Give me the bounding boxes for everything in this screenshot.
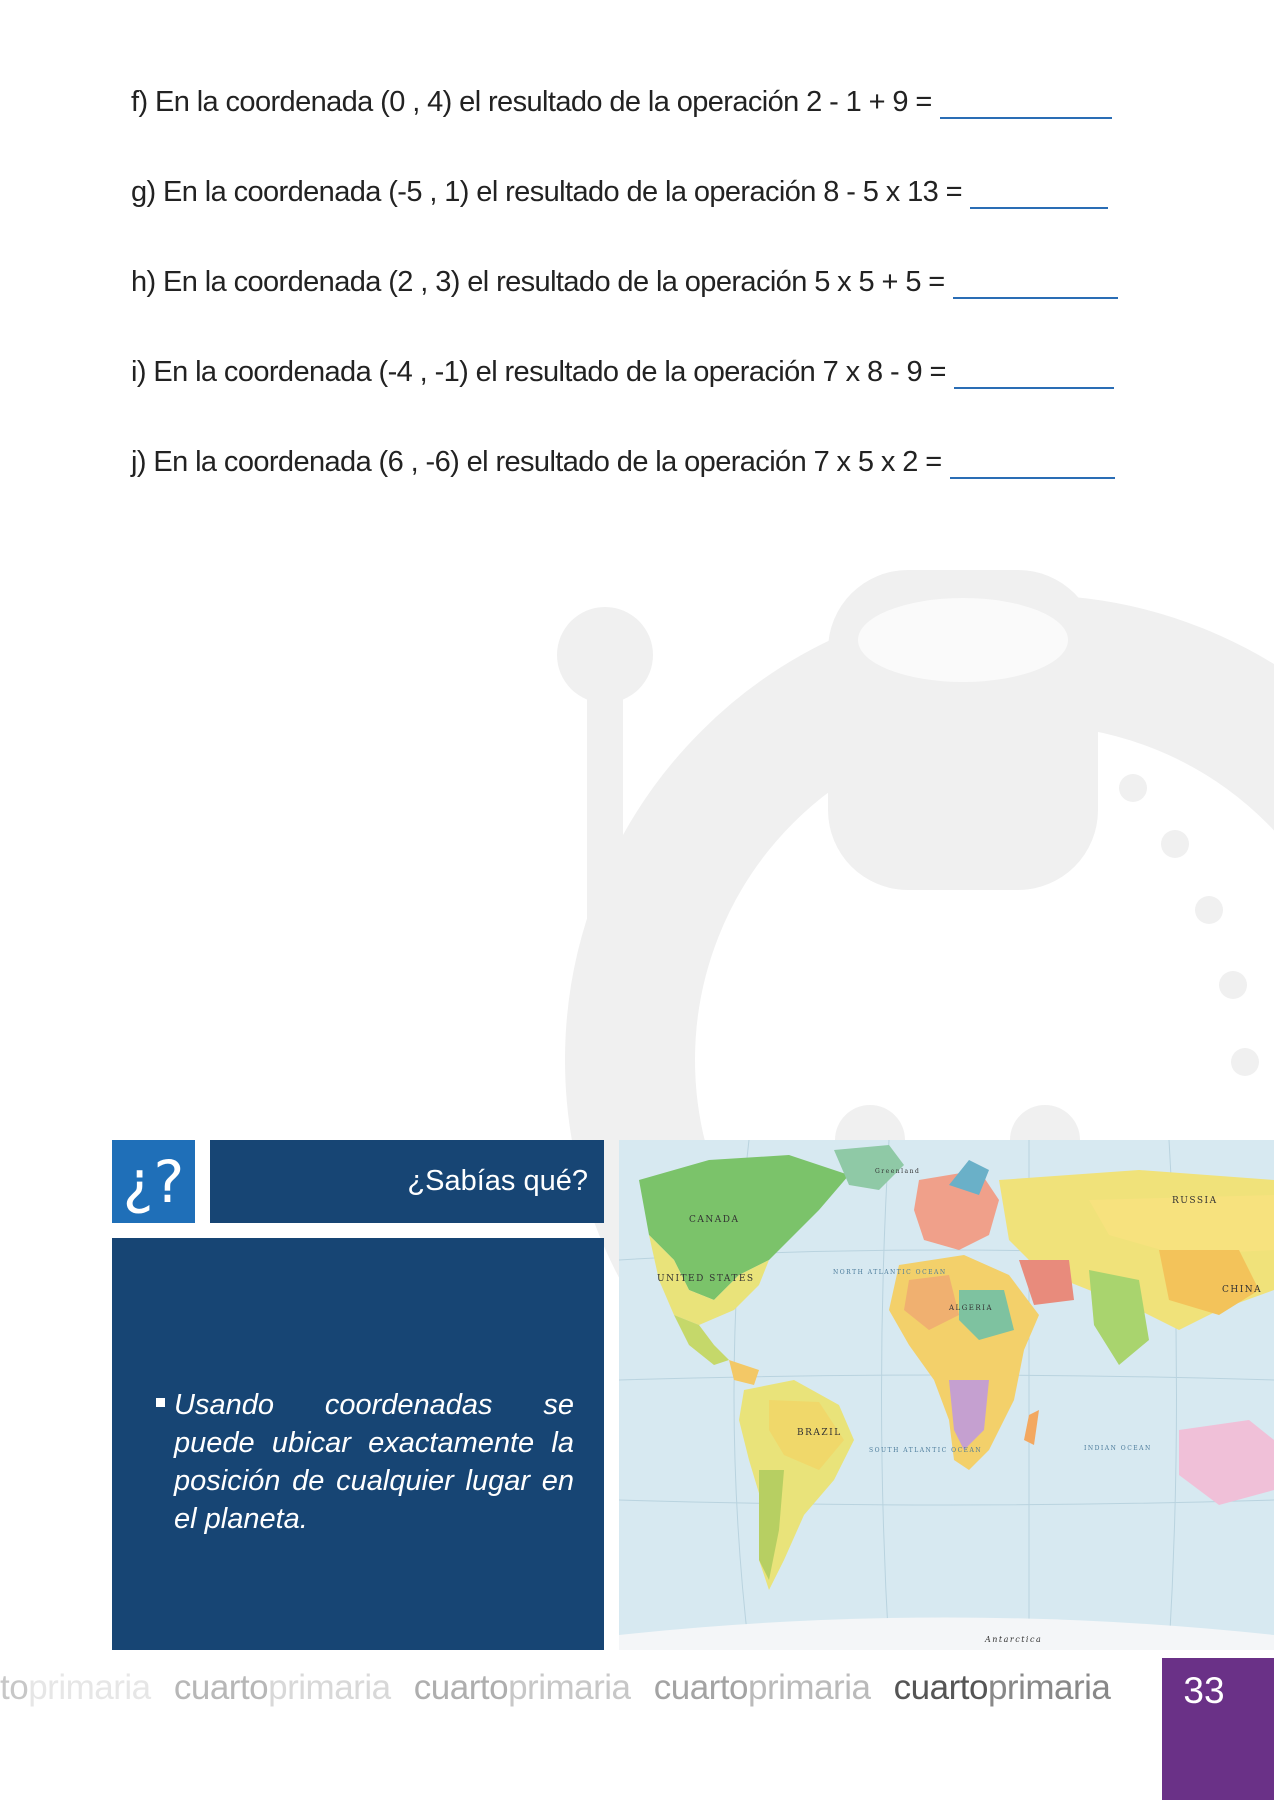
page-number-box	[1162, 1658, 1274, 1800]
question-icon-text: ¿?	[122, 1147, 185, 1216]
exercise-g-answer-blank[interactable]	[970, 181, 1108, 209]
footer-word-a: cuarto	[413, 1668, 509, 1707]
footer-word-b: primaria	[268, 1668, 391, 1707]
exercise-j	[131, 446, 1115, 479]
footer-word-b: primaria	[508, 1668, 631, 1707]
map-label-brazil: BRAZIL	[797, 1428, 842, 1438]
exercise-g	[131, 176, 1108, 209]
map-label-russia: RUSSIA	[1172, 1196, 1218, 1206]
sabias-bullet-text: Usando coordenadas se puede ubicar exactamente la posición de cualquier lugar en el planeta.	[174, 1389, 574, 1535]
footer-word	[174, 1668, 391, 1708]
map-label-antarctica: Antarctica	[985, 1635, 1043, 1644]
footer-word	[894, 1668, 1111, 1708]
bullet-icon	[156, 1398, 165, 1407]
footer-word	[0, 1668, 151, 1708]
map-label-canada: CANADA	[689, 1215, 740, 1225]
exercise-j-answer-blank[interactable]	[950, 451, 1115, 479]
footer-word-b: primaria	[748, 1668, 871, 1707]
sabias-text-box	[112, 1238, 604, 1650]
exercise-i-text: i) En la coordenada (-4 , -1) el resultado de la operación 7 x 8 - 9 =	[131, 356, 946, 388]
map-label-usa: UNITED STATES	[657, 1274, 755, 1284]
map-label-south-atlantic: SOUTH ATLANTIC OCEAN	[869, 1447, 983, 1454]
exercise-f-answer-blank[interactable]	[940, 91, 1112, 119]
exercise-i	[131, 356, 1114, 389]
footer-word-b: primaria	[28, 1668, 151, 1707]
world-map	[619, 1140, 1274, 1650]
exercise-h-answer-blank[interactable]	[953, 271, 1118, 299]
map-label-north-atlantic: NORTH ATLANTIC OCEAN	[833, 1269, 947, 1276]
exercise-f-text: f) En la coordenada (0 , 4) el resultado de la operación 2 - 1 + 9 =	[131, 86, 932, 118]
exercise-f	[131, 86, 1112, 119]
footer-word-a: cuarto	[653, 1668, 749, 1707]
question-icon	[112, 1140, 195, 1223]
footer-word-a: cuarto	[893, 1668, 988, 1707]
map-label-algeria: ALGERIA	[949, 1304, 993, 1312]
exercise-h	[131, 266, 1118, 299]
exercise-g-text: g) En la coordenada (-5 , 1) el resultado de la operación 8 - 5 x 13 =	[131, 176, 962, 208]
sabias-title: ¿Sabías qué?	[407, 1165, 588, 1197]
map-label-china: CHINA	[1222, 1285, 1263, 1295]
world-map-graphic	[619, 1140, 1274, 1650]
footer-strip	[0, 1668, 1160, 1708]
map-label-greenland: Greenland	[875, 1168, 921, 1175]
exercise-h-text: h) En la coordenada (2 , 3) el resultado de la operación 5 x 5 + 5 =	[131, 266, 945, 298]
page-number: 33	[1183, 1670, 1225, 1711]
footer-word-a: to	[0, 1668, 29, 1707]
exercise-j-text: j) En la coordenada (6 , -6) el resultado de la operación 7 x 5 x 2 =	[131, 446, 942, 478]
footer-word-a: cuarto	[173, 1668, 269, 1707]
footer-word-b: primaria	[987, 1668, 1111, 1707]
footer-word	[414, 1668, 631, 1708]
sabias-title-box	[210, 1140, 604, 1223]
map-label-indian-ocean: INDIAN OCEAN	[1084, 1445, 1152, 1452]
exercise-i-answer-blank[interactable]	[954, 361, 1114, 389]
footer-word	[654, 1668, 871, 1708]
